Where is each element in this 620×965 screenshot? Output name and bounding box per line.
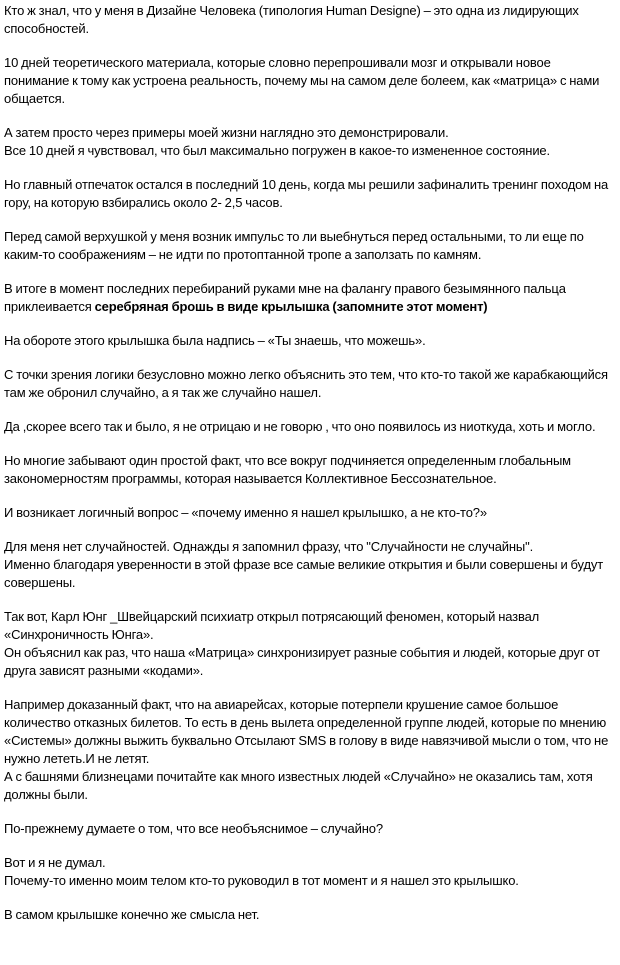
text-line: Все 10 дней я чувствовал, что был максимально погружен в какое-то измененное состояние. — [4, 143, 550, 158]
text-span: В итоге в момент последних перебираний руками мне на фалангу правого безымянного пальца приклеивается — [4, 281, 566, 314]
text-line: Почему-то именно моим телом кто-то руководил в тот момент и я нашел это крылышко. — [4, 873, 519, 888]
text-line: И возникает логичный вопрос – «почему именно я нашел крылышко, а не кто-то?» — [4, 505, 487, 520]
paragraph — [4, 228, 616, 264]
paragraph — [4, 608, 616, 680]
paragraph — [4, 2, 616, 38]
text-line: А с башнями близнецами почитайте как много известных людей «Случайно» не оказались там, хотя должны были. — [4, 769, 593, 802]
paragraph — [4, 54, 616, 108]
paragraph — [4, 906, 616, 924]
text-line: 10 дней теоретического материала, которые словно перепрошивали мозг и открывали новое понимание к тому как устроена реальность, почему мы на самом деле болеем, как «матрица» с нами общается. — [4, 55, 600, 106]
paragraph — [4, 366, 616, 402]
text-line: Но главный отпечаток остался в последний 10 день, когда мы решили зафиналить тренинг походом на гору, на которую взбирались около 2- 2,5 часов. — [4, 177, 609, 210]
text-line: Перед самой верхушкой у меня возник импульс то ли выебнуться перед остальными, то ли еще по каким-то соображениям – не идти по протоптанной тропе а заползать по камням. — [4, 229, 584, 262]
text-line: С точки зрения логики безусловно можно легко объяснить это тем, что кто-то такой же карабкающийся там же обронил случайно, а я так же случайно нашел. — [4, 367, 608, 400]
paragraph — [4, 854, 616, 890]
paragraph — [4, 176, 616, 212]
text-line: В самом крылышке конечно же смысла нет. — [4, 907, 260, 922]
paragraph — [4, 124, 616, 160]
text-line: Для меня нет случайностей. Однажды я запомнил фразу, что "Случайности не случайны". — [4, 539, 534, 554]
text-line: На обороте этого крылышка была надпись – «Ты знаешь, что можешь». — [4, 333, 426, 348]
paragraph — [4, 418, 616, 436]
text-line: Кто ж знал, что у меня в Дизайне Человека (типология Human Designe) – это одна из лидирующих способностей. — [4, 3, 579, 36]
paragraph — [4, 538, 616, 592]
paragraph — [4, 696, 616, 804]
text-line: А затем просто через примеры моей жизни наглядно это демонстрировали. — [4, 125, 449, 140]
text-line: Так вот, Карл Юнг _Швейцарский психиатр открыл потрясающий феномен, который назвал «Синхроничность Юнга». — [4, 609, 540, 642]
paragraph — [4, 820, 616, 838]
bold-emphasis: серебряная брошь в виде крылышка (запомните этот момент) — [94, 299, 488, 314]
text-line: Вот и я не думал. — [4, 855, 106, 870]
text-line: Именно благодаря уверенности в этой фразе все самые великие открытия и были совершены и будут совершены. — [4, 557, 604, 590]
paragraph — [4, 332, 616, 350]
paragraph — [4, 452, 616, 488]
text-line: Он объяснил как раз, что наша «Матрица» синхронизирует разные события и людей, которые друг от друга зависят разными «кодами». — [4, 645, 600, 678]
text-line: Но многие забывают один простой факт, что все вокруг подчиняется определенным глобальным закономерностям программы, которая называется Коллективное Бессознательное. — [4, 453, 571, 486]
paragraph — [4, 504, 616, 522]
text-line: Например доказанный факт, что на авиарейсах, которые потерпели крушение самое большое количество отказных билетов. То есть в день вылета определенной группе людей, которые по мнению «Системы» должны выжить буквально Отсылают SMS в голову в виде навязчивой мысли о том, что не нужно лететь.И не летят. — [4, 697, 609, 766]
text-line: Да ,скорее всего так и было, я не отрицаю и не говорю , что оно появилось из ниоткуда, хоть и могло. — [4, 419, 596, 434]
paragraph-with-emphasis — [4, 280, 616, 316]
text-line: По-прежнему думаете о том, что все необъяснимое – случайно? — [4, 821, 383, 836]
